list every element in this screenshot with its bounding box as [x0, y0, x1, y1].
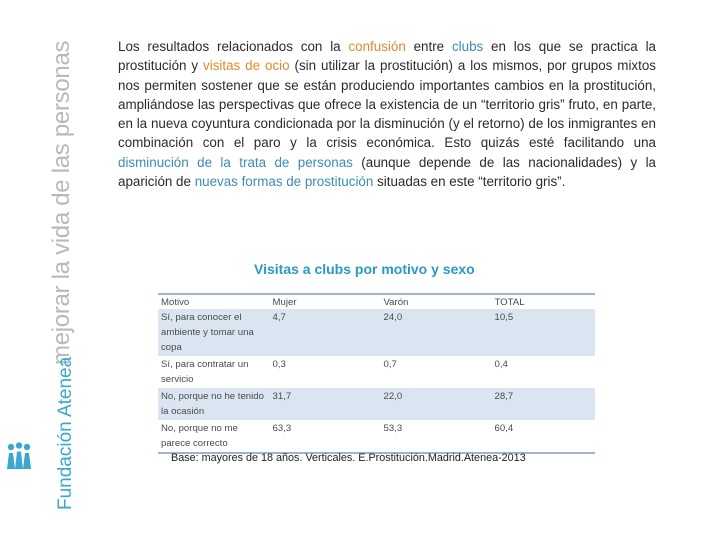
intro-text: Los resultados relacionados con la [118, 39, 349, 54]
intro-highlight: confusión [348, 39, 406, 54]
people-figure-icon [2, 442, 36, 470]
cell-mujer: 63,3 [270, 420, 381, 453]
brand-organization: Fundación Atenea [55, 356, 76, 510]
table-row [158, 356, 595, 388]
cell-mujer: 0,3 [270, 356, 381, 388]
table-row [158, 420, 595, 453]
intro-text: entre [405, 39, 452, 54]
cell-total: 28,7 [492, 388, 596, 420]
table-row [158, 309, 595, 356]
cell-mujer: 4,7 [270, 309, 381, 356]
cell-motivo: Sí, para conocer el ambiente y tomar una copa [158, 309, 270, 356]
cell-motivo: No, porque no he tenido la ocasión [158, 388, 270, 420]
cell-total: 10,5 [492, 309, 596, 356]
visits-table [158, 293, 595, 454]
cell-total: 0,4 [492, 356, 596, 388]
intro-text: (sin utilizar la prostitución) a los mismos, por grupos mixtos nos permiten sostener que se están produciendo importantes cambios en la prostitución, ampliándose las perspectivas que ofrece la existencia de un “territorio gris” fruto, en parte, en la nueva coyuntura condicionada por la disminución (y el retorno) de los inmigrantes en combinación con el paro y la crisis económica. Esto quizás esté facilitando una [118, 58, 656, 151]
cell-motivo: Sí, para contratar un servicio [158, 356, 270, 388]
header-motivo: Motivo [161, 297, 190, 308]
side-branding [0, 0, 75, 540]
table-row [158, 388, 595, 420]
intro-highlight: clubs [451, 39, 484, 54]
intro-text: en los que se practica la prostitución y [118, 39, 656, 74]
intro-highlight: visitas de ocio [203, 58, 290, 74]
cell-varon: 0,7 [381, 356, 492, 388]
intro-text: (aunque depende de las nacionalidades) y la aparición de [118, 154, 657, 190]
cell-varon: 53,3 [381, 420, 492, 453]
header-total: TOTAL [494, 297, 525, 308]
intro-highlight: disminución de la trata de personas [118, 154, 353, 170]
cell-total: 60,4 [492, 420, 596, 453]
header-varon: Varón [383, 297, 409, 308]
intro-text: situadas en este “territorio gris”. [373, 174, 566, 190]
brand-tagline: mejorar la vida de las personas [48, 40, 75, 365]
cell-mujer: 31,7 [270, 388, 381, 420]
cell-varon: 24,0 [381, 309, 492, 356]
table-caption: Base: mayores de 18 años. Verticales. E.Prostitución.Madrid.Atenea-2013 [171, 452, 526, 464]
cell-motivo: No, porque no me parece correcto [158, 420, 270, 453]
header-mujer: Mujer [272, 297, 297, 308]
cell-varon: 22,0 [381, 388, 492, 420]
table-title: Visitas a clubs por motivo y sexo [254, 261, 475, 277]
intro-paragraph [118, 37, 656, 191]
table-header-row [158, 294, 595, 309]
intro-highlight: nuevas formas de prostitución [194, 174, 374, 190]
